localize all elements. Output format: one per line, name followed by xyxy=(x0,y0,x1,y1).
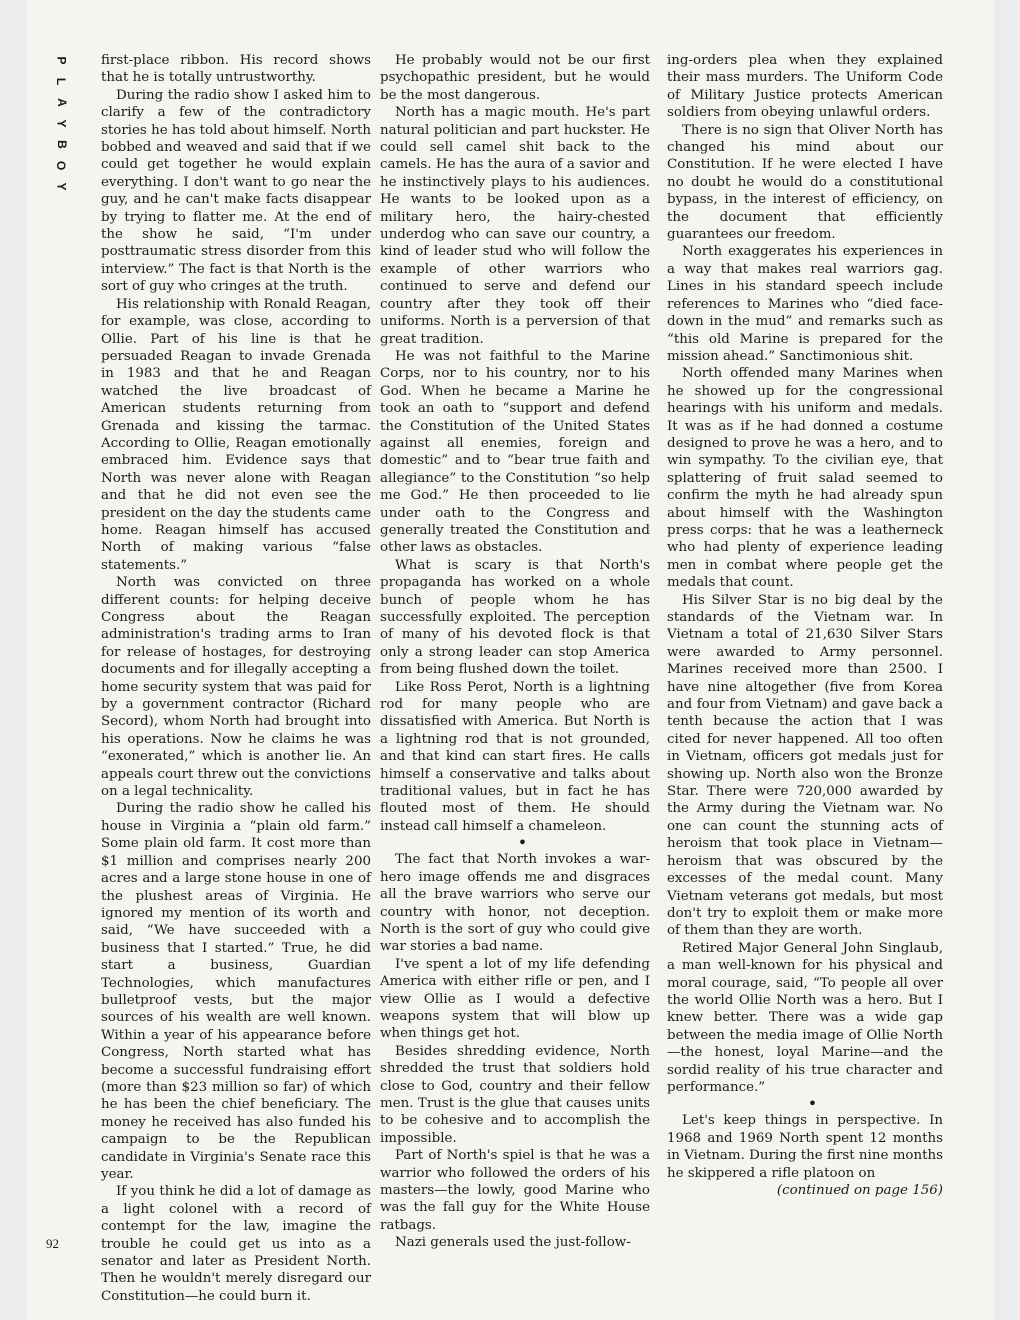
paragraph: ing-orders plea when they explained their mass murders. The Uniform Code of Military Justice protects American soldiers from obeying unlawful orders. xyxy=(667,53,943,121)
paragraph: North exaggerates his experiences in a way that makes real warriors gag. Lines in his standard speech include references to Marines who “died face-down in the mud” and remarks such as “this old Marine is prepared for the mission ahead.” Sanctimonious shit. xyxy=(667,244,943,364)
text-column-3 xyxy=(667,52,943,1199)
paragraph: If you think he did a lot of damage as a light colonel with a record of contempt for the law, imagine the trouble he could get us into as a senator and later as President North. Then he wouldn't merely disregard our Constitution—he could burn it. xyxy=(101,1184,371,1304)
paragraph: What is scary is that North's propaganda has worked on a whole bunch of people whom he has successfully exploited. The perception of many of his devoted flock is that only a strong leader can stop America from being flushed down the toilet. xyxy=(380,557,650,678)
masthead-letter: Y xyxy=(54,182,69,191)
paragraph: His Silver Star is no big deal by the standards of the Vietnam war. In Vietnam a total of 21,630 Silver Stars were awarded to Army personnel. Marines received more than 2500. I have nine altogether (five from Korea and four from Vietnam) and gave back a tenth because the action that I was cited for never happened. All too often in Vietnam, officers got medals just for showing up. North also won the Bronze Star. There were 720,000 awarded by the Army during the Vietnam war. No one can count the stunning acts of heroism that took place in Vietnam—heroism that was obscured by the excesses of the medal count. Many Vietnam veterans got medals, but most don't try to exploit them or make more of them than they are worth. xyxy=(667,592,943,939)
paragraph: North has a magic mouth. He's part natural politician and part huckster. He could sell camel shit back to the camels. He has the aura of a savior and he instinctively plays to his audiences. He wants to be looked upon as a military hero, the hairy-chested underdog who can save our country, a kind of leader stud who will follow the example of other warriors who continued to serve and defend our country after they took off their uniforms. North is a perversion of that great tradition. xyxy=(380,105,650,347)
paragraph: Nazi generals used the just-follow- xyxy=(395,1235,631,1251)
paragraph: During the radio show I asked him to clarify a few of the contradictory stories he has told about himself. North bobbed and weaved and said that if we could get together he would explain everything. I don't want to go near the guy, and he can't make facts disappear by trying to flatter me. At the end of the show he said, “I'm under posttraumatic stress disorder from this interview.” The fact is that North is the sort of guy who cringes at the truth. xyxy=(101,87,371,295)
text-column-2 xyxy=(380,52,650,1252)
paragraph: North was convicted on three different counts: for helping deceive Congress about the Reagan administration's trading arms to Iran for release of hostages, for destroying documents and for illegally accepting a home security system that was paid for by a government contractor (Richard Secord), whom North had brought into his operations. Now he claims he was “exonerated,” which is another lie. An appeals court threw out the convictions on a legal technicality. xyxy=(101,575,371,800)
paragraph: During the radio show he called his house in Virginia a “plain old farm.” Some plain old farm. It cost more than $1 million and comprises nearly 200 acres and a large stone house in one of the plushest areas of Virginia. He ignored my mention of its worth and said, “We have succeeded with a business that I started.” True, he did start a business, Guardian Technologies, which manufactures bulletproof vests, but the major sources of his wealth are well known. Within a year of his appearance before Congress, North started what has become a successful fundraising effort (more than $23 million so far) of which he has been the chief beneficiary. The money he received has also funded his campaign to be the Republican candidate in Virginia's Senate race this year. xyxy=(101,801,371,1182)
paragraph: He was not faithful to the Marine Corps, nor to his country, nor to his God. When he became a Marine he took an oath to “support and defend the Constitution of the United States against all enemies, foreign and domestic” and to “bear true faith and allegiance” to the Constitution “so help me God.” He then proceeded to lie under oath to the Congress and generally treated the Constitution and other laws as obstacles. xyxy=(380,348,650,556)
masthead-letter: L xyxy=(54,77,69,86)
paragraph: Part of North's spiel is that he was a warrior who followed the orders of his masters—the lowly, good Marine who was the fall guy for the White House ratbags. xyxy=(380,1148,650,1233)
page-number: 92 xyxy=(46,1236,59,1251)
paragraph: Like Ross Perot, North is a lightning rod for many people who are dissatisfied with America. But North is a lightning rod that is not grounded, and that kind can start fires. He calls himself a conservative and talks about traditional values, but in fact he has flouted most of them. He should instead call himself a chameleon. xyxy=(380,679,650,834)
continued-on-page-note: (continued on page 156) xyxy=(776,1183,943,1198)
masthead-playboy xyxy=(50,50,72,197)
paragraph: The fact that North invokes a war-hero image offends me and disgraces all the brave warriors who serve our country with honor, not deception. North is the sort of guy who could give war stories a bad name. xyxy=(380,852,650,955)
paragraph: North offended many Marines when he showed up for the congressional hearings with his uniform and medals. It was as if he had donned a costume designed to prove he was a hero, and to win sympathy. To the civilian eye, that splattering of fruit salad seemed to confirm the myth he had already spun about himself with the Washington press corps: that he was a leatherneck who had plenty of experience leading men in combat where people get the medals that count. xyxy=(667,366,943,591)
paragraph: I've spent a lot of my life defending America with either rifle or pen, and I view Ollie as I would a defective weapons system that will blow up when things get hot. xyxy=(380,956,650,1042)
section-break-dot: • xyxy=(517,833,528,853)
paragraph: Retired Major General John Singlaub, a man well-known for his physical and moral courage, said, “To people all over the world Ollie North was a hero. But I knew better. There was a wide gap between the media image of Ollie North—the honest, loyal Marine—and the sordid reality of his true character and performance.” xyxy=(667,940,943,1095)
magazine-page xyxy=(26,0,994,1320)
paragraph: His relationship with Ronald Reagan, for example, was close, according to Ollie. Part of his line is that he persuaded Reagan to invade Grenada in 1983 and that he and Reagan watched the live broadcast of American students returning from Grenada and kissing the tarmac. According to Ollie, Reagan emotionally embraced him. Evidence says that North was never alone with Reagan and that he did not even see the president on the day the students came home. Reagan himself has accused North of making various “false statements.” xyxy=(101,296,371,573)
section-break-dot: • xyxy=(807,1094,818,1114)
masthead-letter: P xyxy=(54,56,69,65)
masthead-letter: O xyxy=(54,160,69,171)
masthead-letter: Y xyxy=(54,119,69,128)
text-column-1 xyxy=(101,52,371,1305)
masthead-letter: A xyxy=(54,98,69,107)
paragraph: Let's keep things in perspective. In 1968 and 1969 North spent 12 months in Vietnam. During the first nine months he skippered a rifle platoon on xyxy=(667,1113,943,1181)
paragraph: He probably would not be our first psychopathic president, but he would be the most dangerous. xyxy=(380,53,650,103)
paragraph: There is no sign that Oliver North has changed his mind about our Constitution. If he were elected I have no doubt he would do a constitutional bypass, in the interest of efficiency, on the document that efficiently guarantees our freedom. xyxy=(667,122,943,243)
masthead-letter: B xyxy=(54,140,69,149)
paragraph: Besides shredding evidence, North shredded the trust that soldiers hold close to God, country and their fellow men. Trust is the glue that causes units to be cohesive and to accomplish the impossible. xyxy=(380,1043,650,1146)
paragraph: first-place ribbon. His record shows that he is totally untrustworthy. xyxy=(101,53,371,86)
